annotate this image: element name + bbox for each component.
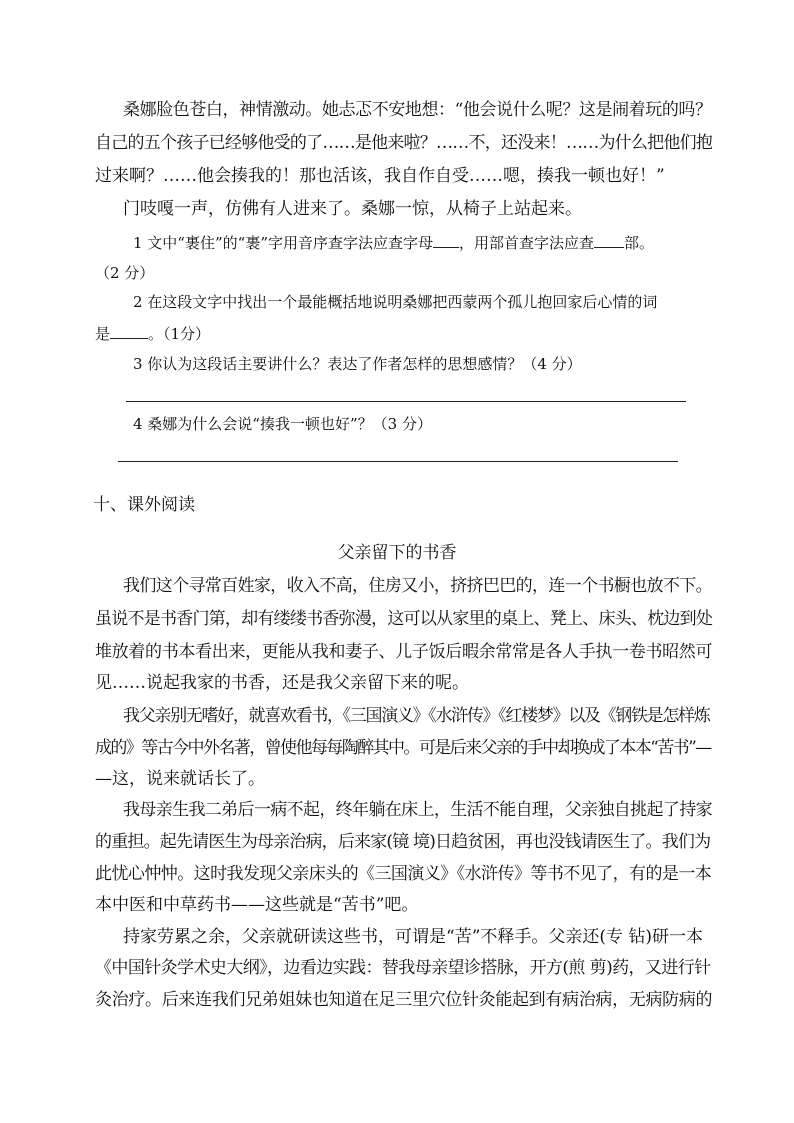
answer-line-4[interactable] [118, 461, 678, 462]
article-line: 本中医和中草药书——这些就是“苦书”吧。 [95, 895, 419, 915]
passage-line: 桑娜脸色苍白，神情激动。她忐忑不安地想：“他会说什么呢？这是闹着玩的吗？ [123, 100, 712, 120]
question-2-line2 [95, 322, 712, 344]
question-2-text: 是 [95, 325, 111, 343]
question-1-text: 1 文中“裹住”的“裹”字用音序查字法应查字母 [133, 234, 433, 252]
article-title: 父亲留下的书香 [337, 543, 457, 563]
answer-blank-1a[interactable] [433, 231, 459, 248]
article-line: 堆放着的书本看出来，更能从我和妻子、儿子饭后暇余常常是各人手执一卷书昭然可 [95, 642, 713, 662]
article-line: 我母亲生我二弟后一病不起，终年躺在床上，生活不能自理，父亲独自挑起了持家 [123, 800, 712, 820]
article-line: 《中国针灸学术史大纲》，边看边实践：替我母亲望诊搭脉，开方(煎 剪)药，又进行针 [95, 958, 711, 978]
passage-line: 门吱嘎一声，仿佛有人进来了。桑娜一惊，从椅子上站起来。 [123, 199, 582, 219]
answer-blank-2[interactable] [110, 322, 148, 339]
answer-blank-1b[interactable] [594, 231, 624, 248]
question-2-score: 。（1分） [148, 325, 211, 343]
article-line: —这，说来就话长了。 [95, 769, 265, 789]
question-1-text-mid: ，用部首查字法应查 [459, 234, 595, 252]
question-1 [133, 231, 712, 253]
article-line: 成的》等古今中外名著，曾使他每每陶醉其中。可是后来父亲的手中却换成了本本“苦书”— [95, 738, 711, 758]
article-line: 持家劳累之余，父亲就研读这些书，可谓是“苦”不释手。父亲还(专 钻)研一本 [123, 927, 704, 947]
question-2: 2 在这段文字中找出一个最能概括地说明桑娜把西蒙两个孤儿抱回家后心情的词 [133, 293, 658, 311]
answer-line-3[interactable] [126, 401, 686, 402]
question-1-text-end: 部。 [624, 234, 655, 252]
article-line: 见……说起我家的书香，还是我父亲留下来的呢。 [95, 673, 469, 693]
passage-line: 过来啊？……他会揍我的！那也活该，我自作自受……嗯，揍我一顿也好！” [95, 166, 665, 186]
question-1-score: （2 分） [95, 264, 155, 282]
passage-line: 自己的五个孩子已经够他受的了……是他来啦？……不，还没来！……为什么把他们抱 [95, 133, 713, 153]
article-line: 我父亲别无嗜好，就喜欢看书，《三国演义》《水浒传》《红楼梦》以及《钢铁是怎样炼 [123, 706, 710, 726]
article-line: 虽说不是书香门第，却有缕缕书香弥漫，这可以从家里的桌上、凳上、床头、枕边到处 [95, 609, 713, 629]
article-line: 的重担。起先请医生为母亲治病，后来家(镜 境)日趋贫困，再也没钱请医生了。我们为 [95, 832, 711, 852]
article-line: 灸治疗。后来连我们兄弟姐妹也知道在足三里穴位针灸能起到有病治病，无病防病的 [95, 990, 713, 1010]
article-line: 此忧心忡忡。这时我发现父亲床头的《三国演义》《水浒传》等书不见了，有的是一本 [95, 864, 712, 884]
question-3: 3 你认为这段话主要讲什么？表达了作者怎样的思想感情？（4 分） [133, 355, 582, 373]
article-line: 我们这个寻常百姓家，收入不高，住房又小，挤挤巴巴的，连一个书橱也放不下。 [123, 576, 712, 596]
section-heading: 十、课外阅读 [93, 495, 195, 515]
question-4: 4 桑娜为什么会说“揍我一顿也好”？（3 分） [133, 415, 432, 433]
